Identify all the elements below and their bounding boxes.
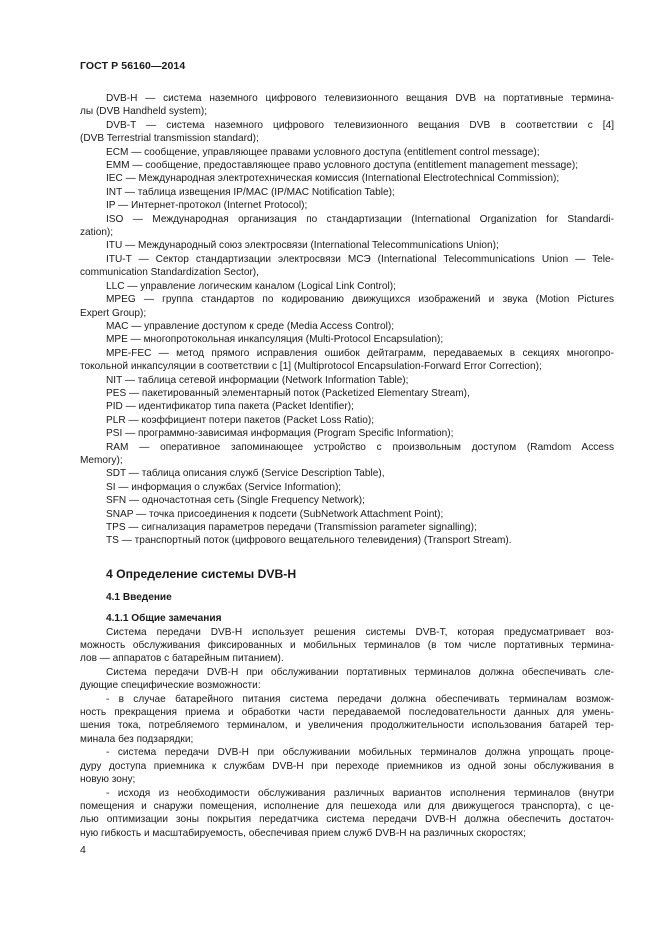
abbreviation-entry-line: PES — пакетированный элементарный поток (Packetized Elementary Stream),: [106, 387, 470, 399]
body-paragraph-line: - в случае батарейного питания система передачи должна обеспечивать терминалам возмож-: [106, 693, 614, 705]
abbreviation-entry-line: лы (DVB Handheld system);: [80, 106, 208, 118]
abbreviation-entry: [80, 481, 614, 494]
abbreviation-entry-line: ITU-T — Сектор стандартизации электросвязи МСЭ (International Telecommunications Union — Tele-: [106, 253, 614, 265]
abbreviation-entry-line: SI — информация о службах (Service Information);: [106, 481, 342, 493]
abbreviation-entry: [80, 159, 614, 172]
abbreviation-entry: [80, 347, 614, 374]
abbreviation-entry-line: MAC — управление доступом к среде (Media Access Control);: [106, 320, 395, 332]
abbreviation-entry-line: INT — таблица извещения IP/MAC (IP/MAC Notification Table);: [106, 186, 395, 198]
body-paragraph: [80, 787, 614, 841]
body-paragraph-line: ность прекращения приема и обработки части передаваемой последовательности данных для умень-: [80, 707, 614, 719]
abbreviation-entry-line: PLR — коэффициент потери пакетов (Packet Loss Ratio);: [106, 414, 375, 426]
abbreviation-entry: [80, 414, 614, 427]
abbreviation-entry-line: Expert Group);: [80, 307, 147, 319]
abbreviation-entry: [80, 172, 614, 185]
abbreviation-entry-line: PSI — программно-зависимая информация (Program Specific Information);: [106, 428, 454, 440]
body-paragraph-line: лов — аппаратов с батарейным питанием).: [80, 653, 284, 665]
abbreviation-entry: [80, 508, 614, 521]
abbreviation-entry: [80, 213, 614, 240]
body-paragraph-line: ную гибкость и масштабируемость, обеспечивая прием служб DVB-H на различных скоростях;: [80, 827, 526, 839]
body-paragraph-line: Система передачи DVB-H при обслуживании портативных терминалов должна обеспечивать сле-: [106, 666, 614, 678]
abbreviation-entry: [80, 534, 614, 547]
abbreviation-entry-line: ECM — сообщение, управляющее правами условного доступа (entitlement control message);: [106, 146, 540, 158]
abbreviation-entry: [80, 119, 614, 146]
abbreviation-entry-line: MPEG — группа стандартов по кодированию движущихся изображений и звука (Motion Pictures: [106, 294, 614, 306]
abbreviation-entry: [80, 333, 614, 346]
abbreviation-entry-line: токольной инкапсуляции в соответствии с [1] (Multiprotocol Encapsulation-Forward Error Correction);: [80, 361, 542, 373]
page-number: 4: [80, 844, 86, 856]
abbreviation-entry: [80, 467, 614, 480]
abbreviation-entry: [80, 427, 614, 440]
body-paragraph-line: шения тока, потребляемого терминалом, и увеличения продолжительности использования батарей тер-: [80, 720, 614, 732]
abbreviation-entry-line: RAM — оперативное запоминающее устройство с произвольным доступом (Ramdom Access: [106, 441, 614, 453]
abbreviation-entry-line: MPE — многопротокольная инкапсуляция (Multi-Protocol Encapsulation);: [106, 334, 444, 346]
abbreviation-entry-line: Memory);: [80, 454, 123, 466]
body-paragraph-line: дуру доступа приемника к службам DVB-H при переходе приемников из одной зоны обслуживания в: [80, 760, 614, 772]
abbreviation-entry-line: zation);: [80, 227, 114, 239]
abbreviation-entry: [80, 441, 614, 468]
abbreviation-entry-line: IEC — Международная электротехническая комиссия (International Electrotechnical Commission);: [106, 173, 560, 185]
body-paragraph-line: можность обслуживания фиксированных и мобильных терминалов (в том числе портативных термина-: [80, 640, 614, 652]
abbreviation-entry-line: DVB-H — система наземного цифрового телевизионного вещания DVB на портативные термина-: [106, 93, 614, 104]
abbreviation-entry: [80, 146, 614, 159]
abbreviation-entry-line: TS — транспортный поток (цифрового вещательного телевидения) (Transport Stream).: [106, 535, 512, 547]
abbreviation-entry: [80, 293, 614, 320]
abbreviation-entry: [80, 280, 614, 293]
abbreviation-entry-line: LLC — управление логическим каналом (Logical Link Control);: [106, 280, 396, 292]
abbreviation-entry-line: SFN — одночастотная сеть (Single Frequency Network);: [106, 495, 365, 507]
abbreviation-entry: [80, 387, 614, 400]
subsubsection-title: 4.1.1 Общие замечания: [106, 613, 222, 625]
abbreviation-entry: [80, 494, 614, 507]
body-paragraphs: [80, 626, 614, 841]
abbreviation-entry-line: PID — идентификатор типа пакета (Packet Identifier);: [106, 401, 354, 413]
abbreviation-entry-line: SDT — таблица описания служб (Service Description Table),: [106, 468, 385, 480]
abbreviation-entry-line: SNAP — точка присоединения к подсети (SubNetwork Attachment Point);: [106, 508, 444, 520]
body-paragraph-line: - исходя из необходимости обслуживания различных вариантов исполнения терминалов (внутри: [106, 787, 614, 799]
abbreviation-entry-line: TPS — сигнализация параметров передачи (Transmission parameter signalling);: [106, 522, 477, 533]
body-paragraph-line: лью оптимизации зоны покрытия передатчика система передачи DVB-H должна обеспечить достаточ-: [80, 814, 614, 826]
body-paragraph-line: новую зону;: [80, 774, 136, 786]
body-paragraph: [80, 693, 614, 747]
abbreviation-entry-line: DVB-T — система наземного цифрового телевизионного вещания DVB в соответствии с [4]: [106, 119, 614, 131]
body-paragraph: [80, 666, 614, 693]
body-paragraph: [80, 746, 614, 786]
abbreviation-entry: [80, 186, 614, 199]
page-content: [80, 92, 614, 840]
abbreviation-entry: [80, 400, 614, 413]
abbreviation-entry-line: communication Standardization Sector),: [80, 267, 259, 279]
abbreviation-entry: [80, 239, 614, 252]
abbreviation-entry: [80, 199, 614, 212]
abbreviations-list: [80, 92, 614, 548]
abbreviation-entry-line: EMM — сообщение, предоставляющее право условного доступа (entitlement management message);: [106, 160, 579, 172]
abbreviation-entry-line: NIT — таблица сетевой информации (Network Information Table);: [106, 374, 409, 386]
abbreviation-entry: [80, 92, 614, 119]
body-paragraph-line: - система передачи DVB-H при обслуживании мобильных терминалов должна упрощать проце-: [106, 747, 614, 759]
abbreviation-entry-line: IP — Интернет-протокол (Internet Protocol);: [106, 200, 308, 212]
body-paragraph-line: Система передачи DVB-H использует решения системы DVB-T, которая предусматривает воз-: [106, 626, 614, 638]
abbreviation-entry-line: ITU — Международный союз электросвязи (International Telecommunications Union);: [106, 240, 499, 252]
body-paragraph: [80, 626, 614, 666]
abbreviation-entry-line: ISO — Международная организация по стандартизации (International Organization for Standardi-: [106, 213, 614, 225]
document-code-header: ГОСТ Р 56160—2014: [80, 60, 186, 72]
abbreviation-entry-line: MPE-FEC — метод прямого исправления ошибок дейтаграмм, передаваемых в секциях многопро-: [106, 347, 614, 359]
abbreviation-entry: [80, 374, 614, 387]
abbreviation-entry: [80, 253, 614, 280]
abbreviation-entry-line: (DVB Terrestrial transmission standard);: [80, 133, 259, 145]
body-paragraph-line: дующие специфические возможности:: [80, 680, 261, 692]
section-title: 4 Определение системы DVB-H: [106, 566, 297, 581]
body-paragraph-line: минала без подзарядки;: [80, 733, 194, 745]
abbreviation-entry: [80, 521, 614, 534]
body-paragraph-line: помещения и снаружи помещения, исполнение для пешехода или для движущегося транспорта), с це-: [80, 800, 614, 812]
subsection-title: 4.1 Введение: [106, 591, 172, 603]
abbreviation-entry: [80, 320, 614, 333]
